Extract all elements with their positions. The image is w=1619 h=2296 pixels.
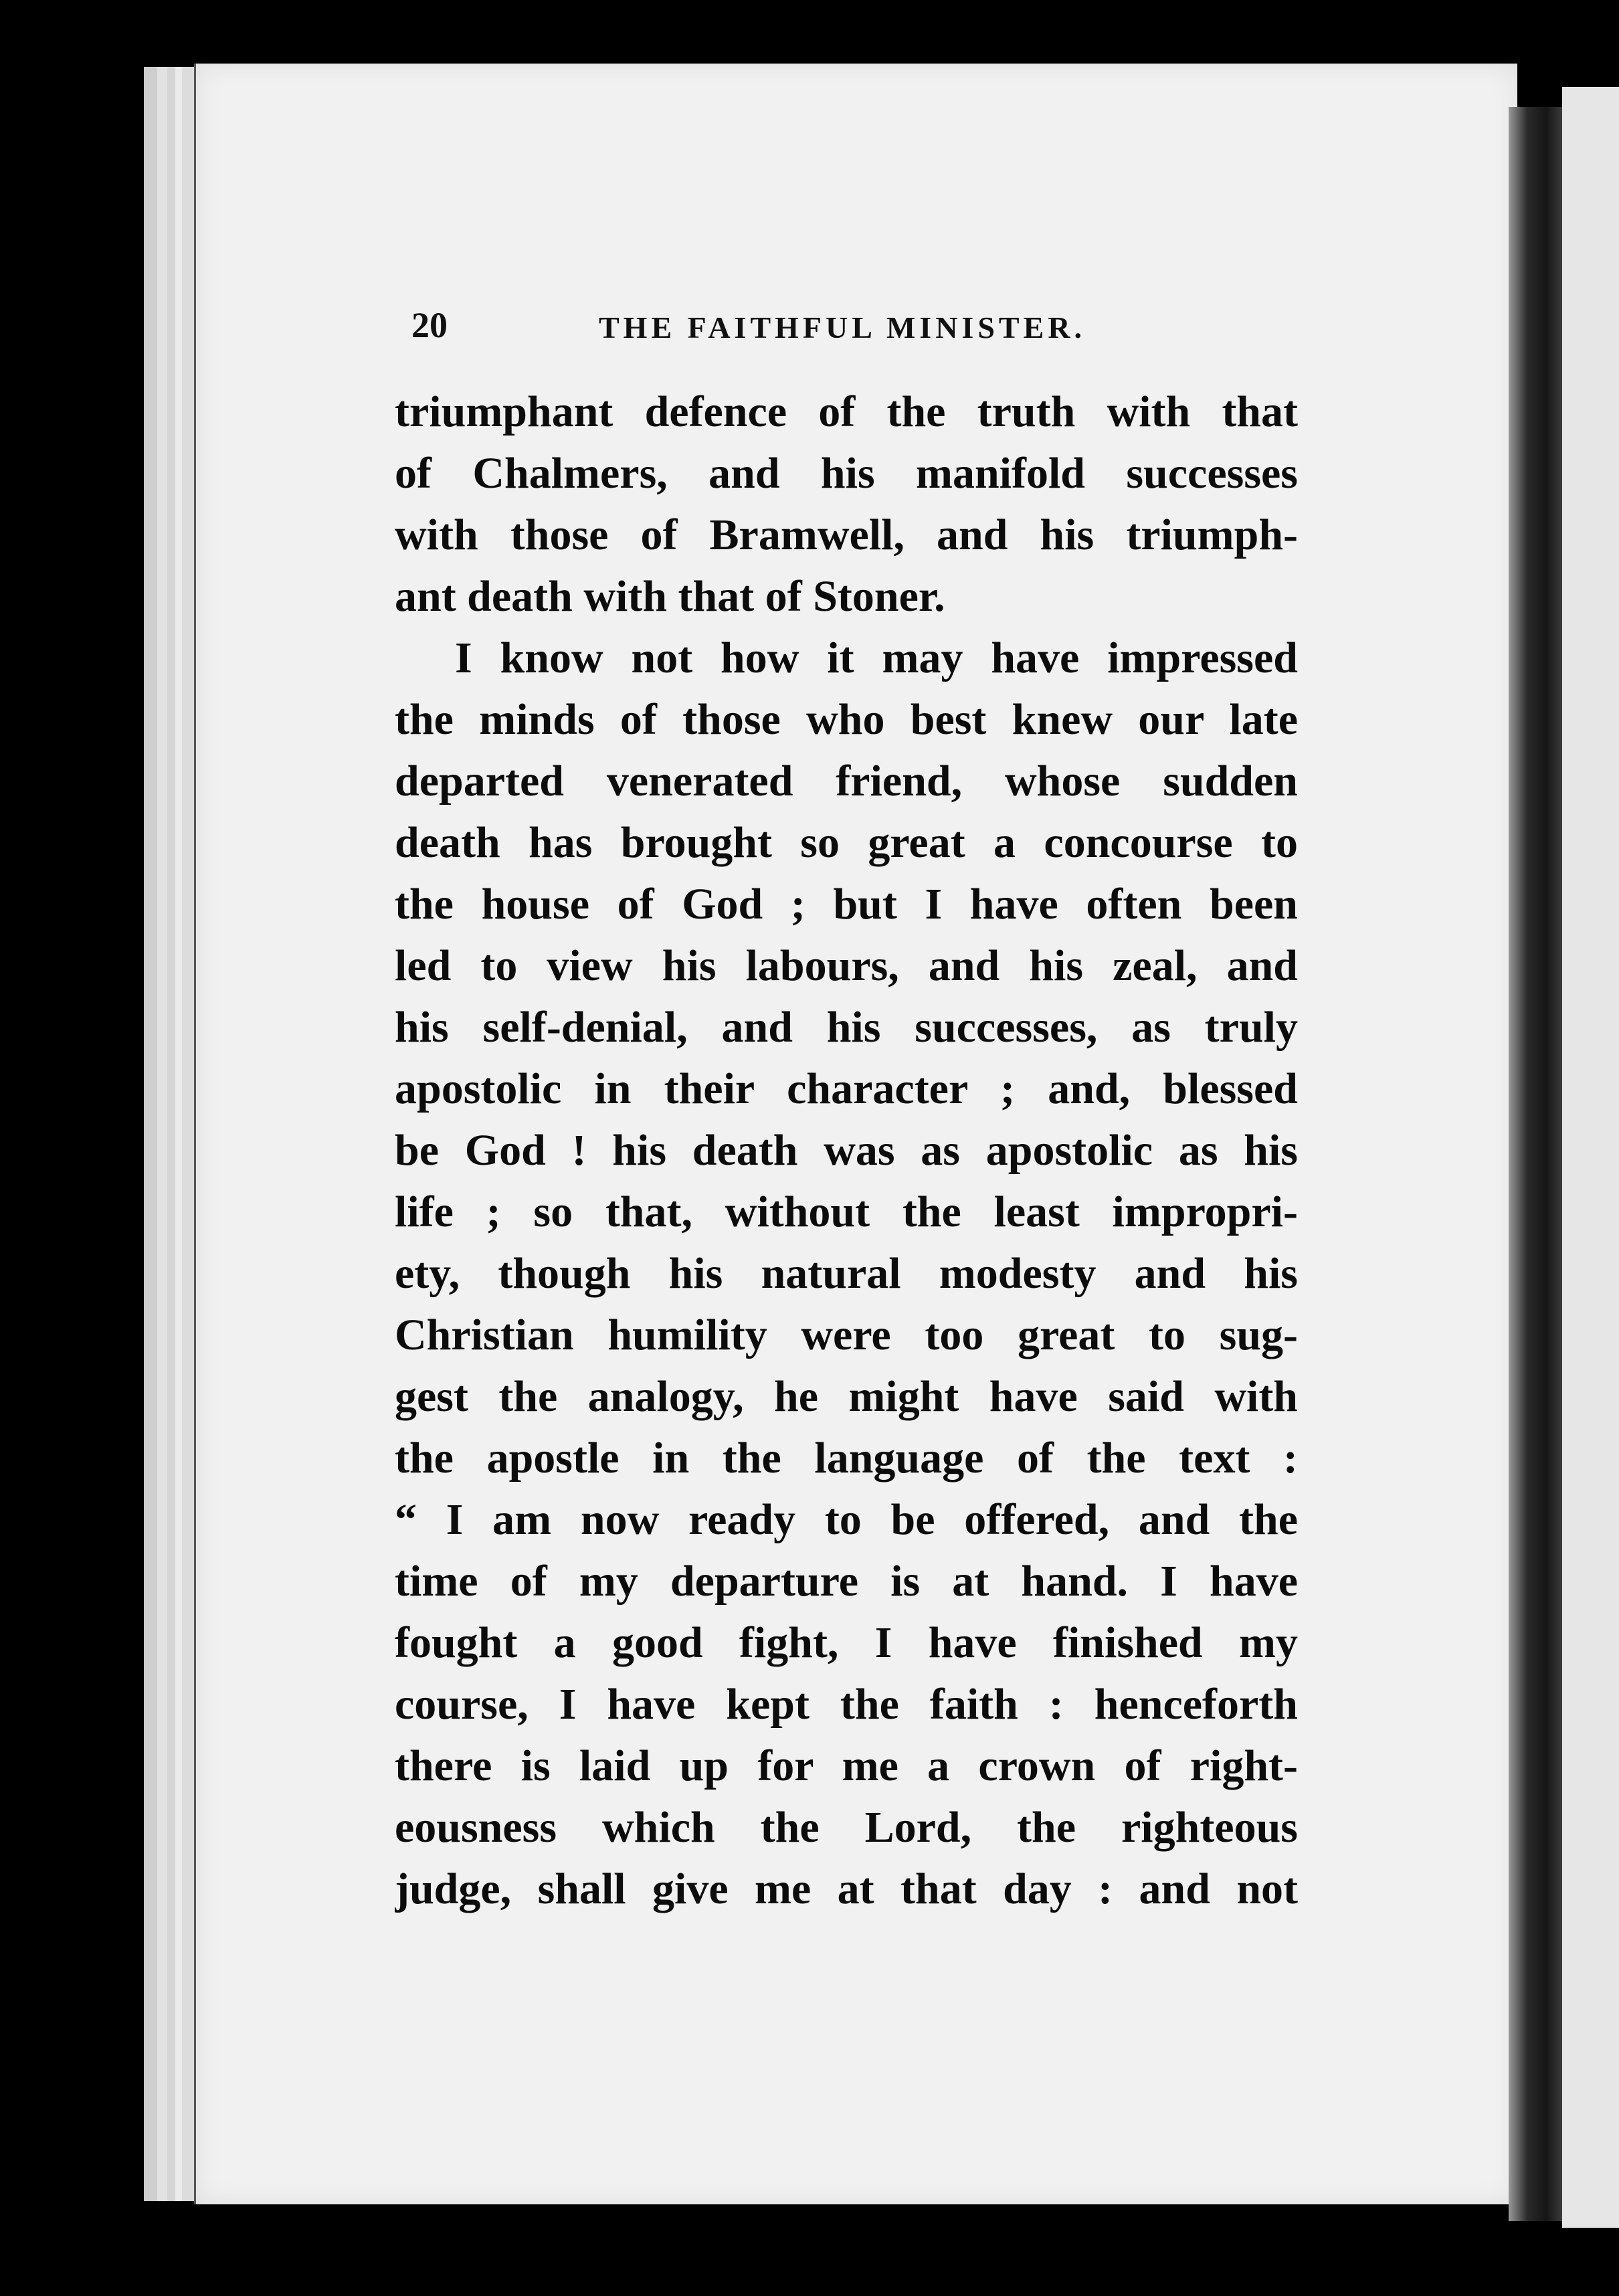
page-title: THE FAITHFUL MINISTER. [599, 310, 1086, 345]
text-line: gest the analogy, he might have said with [395, 1372, 1298, 1421]
page-number: 20 [411, 305, 448, 345]
text-line: apostolic in their character ; and, blessed [395, 1064, 1298, 1113]
text-line: ant death with that of Stoner. [395, 572, 945, 621]
paragraph [395, 381, 1298, 628]
text-line: the apostle in the language of the text : [395, 1434, 1298, 1482]
text-line: departed venerated friend, whose sudden [395, 757, 1298, 805]
text-line: triumphant defence of the truth with that [395, 387, 1298, 436]
text-line: life ; so that, without the least impropri- [395, 1187, 1298, 1236]
text-line: Christian humility were too great to sug- [395, 1311, 1298, 1359]
text-line: course, I have kept the faith : henceforth [395, 1680, 1298, 1729]
text-line: time of my departure is at hand. I have [395, 1557, 1298, 1606]
text-line: there is laid up for me a crown of right- [395, 1741, 1298, 1790]
text-line: eousness which the Lord, the righteous [395, 1803, 1298, 1852]
running-head [411, 304, 1295, 358]
text-line: his self-denial, and his successes, as truly [395, 1003, 1298, 1052]
text-line: the minds of those who best knew our late [395, 695, 1298, 744]
text-line: death has brought so great a concourse to [395, 818, 1298, 867]
paragraph [395, 628, 1298, 1920]
book-gutter [1509, 107, 1562, 2221]
text-line: be God ! his death was as apostolic as his [395, 1126, 1298, 1175]
text-line: I know not how it may have impressed [455, 634, 1298, 682]
text-line: with those of Bramwell, and his triumph- [395, 510, 1298, 559]
text-line: led to view his labours, and his zeal, and [395, 941, 1298, 990]
text-line: the house of God ; but I have often been [395, 880, 1298, 929]
text-line: judge, shall give me at that day : and not [395, 1864, 1298, 1913]
text-line: fought a good fight, I have finished my [395, 1618, 1298, 1667]
text-line: ety, though his natural modesty and his [395, 1249, 1298, 1298]
facing-page-edge [1562, 87, 1619, 2228]
body-text [395, 381, 1298, 1920]
text-line: “ I am now ready to be offered, and the [395, 1495, 1298, 1544]
text-line: of Chalmers, and his manifold successes [395, 449, 1298, 498]
